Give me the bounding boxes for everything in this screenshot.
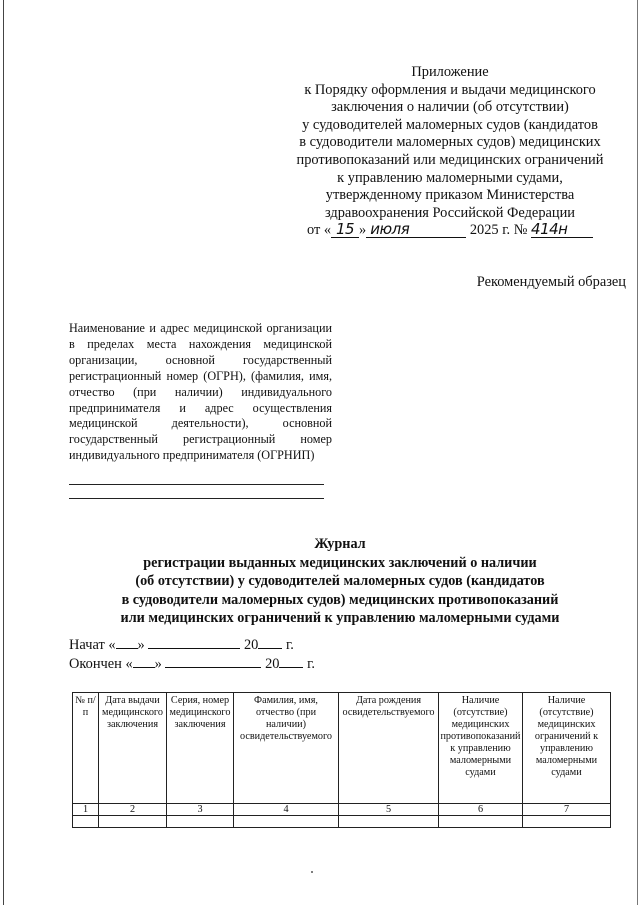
page-right-border [637,0,638,905]
table-cell[interactable] [73,816,99,828]
column-number: 4 [234,804,339,816]
journal-title-line: регистрации выданных медицинских заключений о наличии [143,554,537,571]
table-cell[interactable] [439,816,523,828]
table-header-row [73,693,611,804]
column-number: 6 [439,804,523,816]
date-prefix: от « [306,222,332,239]
column-header: № п/п [73,693,99,804]
journal-title-line: в судоводители маломерных судов) медицинских противопоказаний [121,591,559,608]
column-header: Наличие (отсутствие) медицинских противопоказаний к управлению маломерными судами [439,693,523,804]
column-number: 5 [339,804,439,816]
appendix-line: у судоводителей маломерных судов (кандидатов [302,116,598,133]
table-cell[interactable] [523,816,611,828]
column-header: Дата выдачи медицинского заключения [99,693,167,804]
day-blank [116,636,138,649]
appendix-line: к Порядку оформления и выдачи медицинского [304,81,596,98]
appendix-line: утвержденному приказом Министерства [325,187,575,204]
page-left-border [3,0,4,905]
journal-heading: Журнал [314,536,366,552]
table-cell[interactable] [99,816,167,828]
column-header: Наличие (отсутствие) медицинских ограничений к управлению маломерными судами [523,693,611,804]
column-number: 3 [167,804,234,816]
date-year: 2025 г. № [469,222,528,239]
started-date-row [69,636,315,655]
appendix-line: в судоводители маломерных судов) медицинских [299,134,601,151]
appendix-line: заключения о наличии (об отсутствии) [331,99,569,116]
column-header: Дата рождения освидетельствуемого [339,693,439,804]
date-quote-close: » [359,222,367,239]
column-number-row [73,804,611,816]
year-blank [279,655,303,668]
sample-label: Рекомендуемый образец [476,274,626,290]
table-cell[interactable] [339,816,439,828]
appendix-line: противопоказаний или медицинских ограничений [296,151,604,168]
month-blank [148,636,240,649]
column-number: 1 [73,804,99,816]
quote-close: » [154,656,162,672]
appendix-line: к управлению маломерными судами, [337,169,563,186]
order-date-line [270,222,630,240]
table-row [73,816,611,828]
started-label: Начат « [69,637,116,653]
handwritten-day: 15 [331,222,359,238]
page-dot-mark [311,871,313,873]
ended-label: Окончен « [69,656,133,672]
year-blank [258,636,282,649]
year-prefix: 20 [243,637,259,653]
ended-date-row [69,655,315,674]
column-header: Фамилия, имя, отчество (при наличии) освидетельствуемого [234,693,339,804]
appendix-line: здравоохранения Российской Федерации [324,204,576,221]
day-blank [133,655,155,668]
appendix-header [270,64,630,240]
month-blank [165,655,261,668]
journal-title-line: (об отсутствии) у судоводителей маломерных судов (кандидатов [135,573,545,590]
column-number: 7 [523,804,611,816]
column-header: Серия, номер медицинского заключения [167,693,234,804]
column-number: 2 [99,804,167,816]
year-suffix: г. [307,656,315,672]
journal-title-line: или медицинских ограничений к управлению маломерными судами [120,610,560,627]
journal-title [60,535,620,628]
quote-close: » [137,637,145,653]
appendix-line: Приложение [411,64,489,80]
organization-fill-line [69,498,324,499]
handwritten-month: июля [366,222,466,238]
organization-fill-line [69,484,324,485]
year-suffix: г. [285,637,294,653]
journal-dates [69,636,315,674]
organization-description: Наименование и адрес медицинской организации в пределах места нахождения медицинской организации, основной государственный регистрационный номер (ОГРН), (фамилия, имя, отчество (при наличии) индивидуального предпринимателя и адрес осуществления медицинской деятельности), основной государственный регистрационный номер индивидуального предпринимателя (ОГРНИП) [69,321,332,463]
handwritten-order-number: 414н [531,222,593,238]
table-cell[interactable] [234,816,339,828]
year-prefix: 20 [265,656,280,672]
journal-table [72,692,611,828]
table-cell[interactable] [167,816,234,828]
